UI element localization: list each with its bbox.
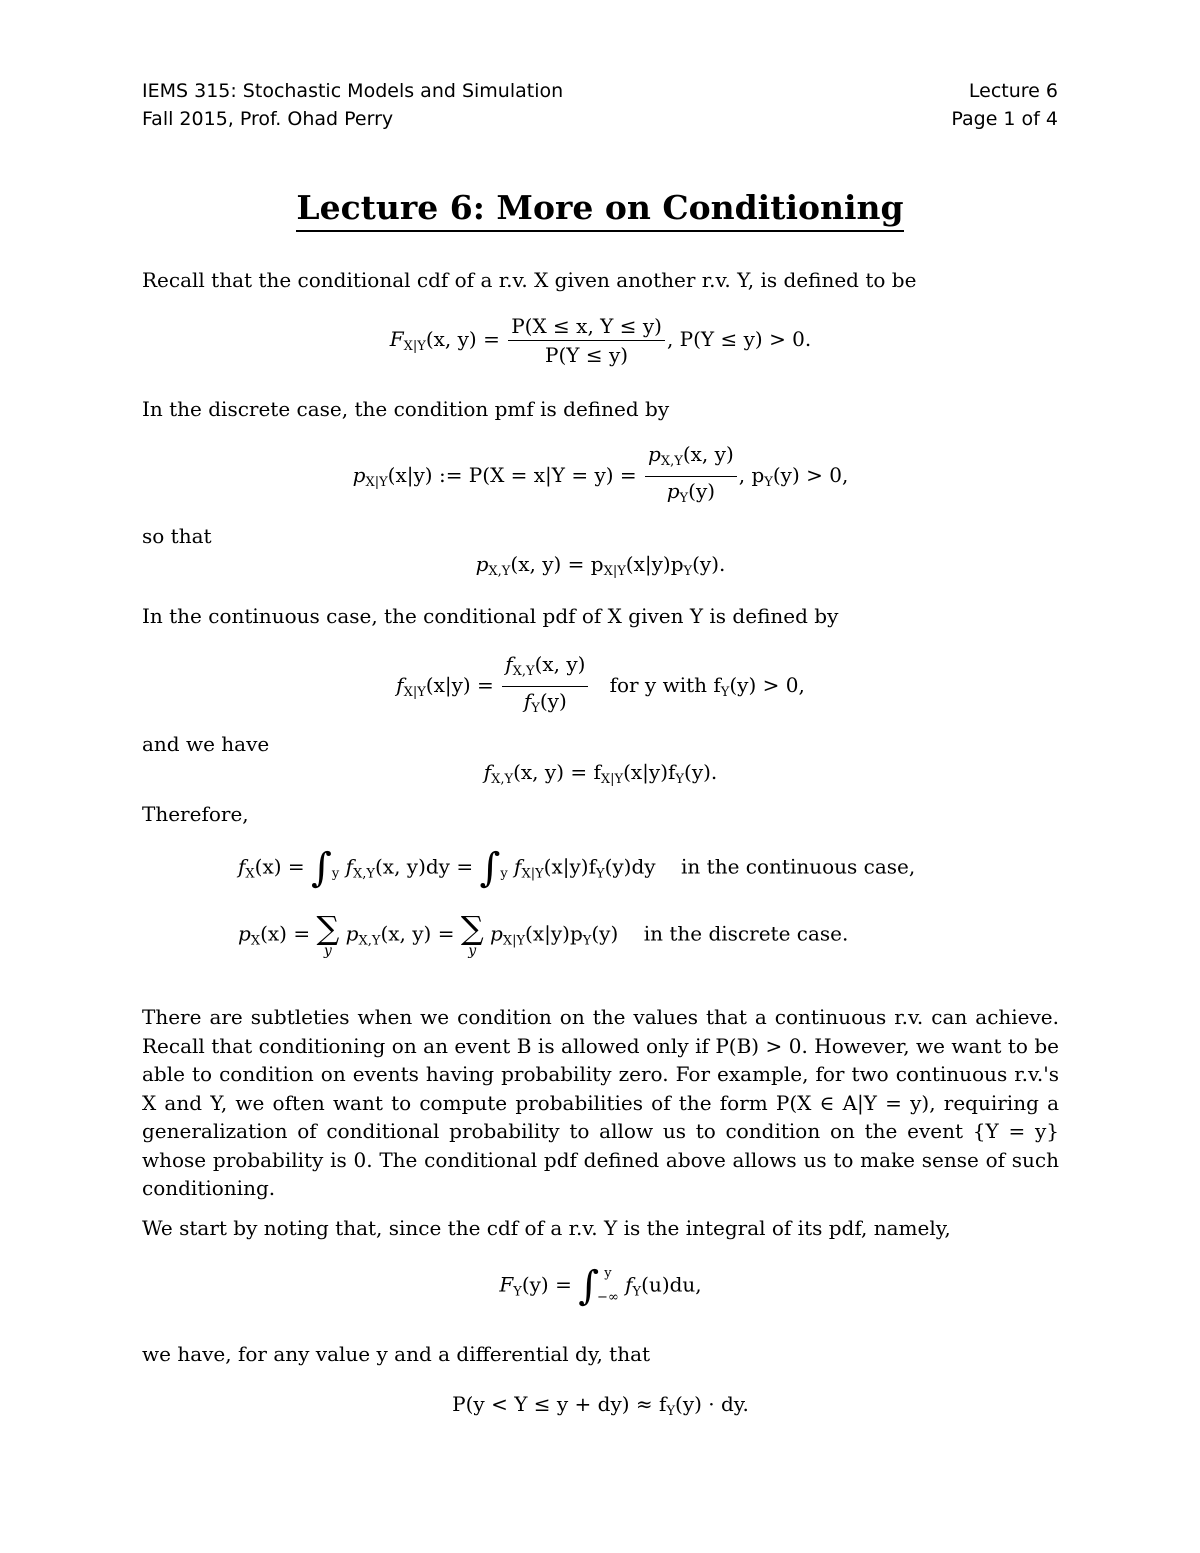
integral-sign: ∫ <box>311 845 332 891</box>
paragraph-we-start: We start by noting that, since the cdf of a r.v. Y is the integral of its pdf, namely, <box>142 1216 951 1240</box>
paragraph-therefore: Therefore, <box>142 802 249 826</box>
course-title: IEMS 315: Stochastic Models and Simulation <box>142 80 564 102</box>
equation-differential-approx: $P(y < Y \le y + dy) \approx f_Y(y)$ · dy. <box>452 1392 749 1419</box>
paragraph-discrete-case: In the discrete case, the condition pmf is defined by <box>142 397 670 421</box>
term-professor: Fall 2015, Prof. Ohad Perry <box>142 108 394 130</box>
summation-sign: ∑ y <box>460 909 484 959</box>
equation-joint-pmf: $p_{X,Y}(x$, $y) = p_{X|Y}(x|y)p_Y(y)$. <box>475 552 726 579</box>
fraction: $\frac{p_{X,Y}(x, y)}{p_Y(y)}$ <box>645 440 737 513</box>
integral-sign: ∫ <box>578 1263 600 1309</box>
equation-conditional-pmf: $p_{X|Y}(x|y)$ := P(X = x|Y = y) = $\frac{p_{X,Y}(x, y)}{p_Y(y)}$ , $p_Y(y) > 0$, <box>142 440 1059 513</box>
paragraph-we-have: we have, for any value y and a differential dy, that <box>142 1342 651 1366</box>
summation-sign: ∑ y <box>316 909 340 959</box>
paragraph-recall-cdf: Recall that the conditional cdf of a r.v. X given another r.v. Y, is defined to be <box>142 268 917 292</box>
fraction: $\frac{P(X \le x, Y \le y)}{P(Y \le y)}$ <box>508 312 665 369</box>
paragraph-subtleties: There are subtleties when we condition on the values that a continuous r.v. can achieve. Recall that conditioning on an event B is allowed only if P(B) > 0. However, we want to be able to condition on events having probability zero. For example, for two continuous r.v.'s X and Y, we often want to compute probabilities of the form P(X ∈ A|Y = y), requiring a generalization of conditional probability to allow us to condition on the event {Y = y} whose probability is 0. The conditional pdf defined above allows us to make sense of such conditioning. <box>142 1005 1059 1200</box>
lecture-title: Lecture 6: More on Conditioning <box>0 188 1200 227</box>
equation-conditional-cdf: $F_{X|Y}(x$, y) = $\frac{P(X \le x, Y \le y)}{P(Y \le y)}$ , P(Y ≤ y) > 0. <box>389 314 812 367</box>
lecture-number: Lecture 6 <box>968 80 1058 102</box>
fraction: $\frac{f_{X,Y}(x, y)}{f_Y(y)}$ <box>502 650 588 723</box>
paragraph-and-we-have: and we have <box>142 732 270 756</box>
equation-cdf-integral: $F_Y(y)$ = ∫ y −∞ $f_Y(u)du$, <box>499 1263 702 1309</box>
integral-sign: ∫ <box>479 845 501 891</box>
equation-marginal-discrete: $p_X(x)$ = ∑ y $p_{X,Y}(x$, y) = ∑ y $p_{X|Y}(x|y)p_Y(y)$ in the discrete case. <box>238 909 849 959</box>
equation-marginal-continuous: $f_X(x) = \int_y$ $f_{X,Y}(x$, $y)dy = \int_y$ $f_{X|Y}(x|y)f_Y(y)dy$ in the continuous case, <box>238 845 916 891</box>
equation-joint-pdf: $f_{X,Y}(x$, $y) = f_{X|Y}(x|y)f_Y(y)$. <box>483 760 718 787</box>
equation-conditional-pdf: $f_{X|Y}(x|y)$ = $\frac{f_{X,Y}(x, y)}{f_Y(y)}$ for y with $f_Y(y) > 0$, <box>142 650 1059 723</box>
paragraph-so-that: so that <box>142 524 212 548</box>
paragraph-continuous-case: In the continuous case, the conditional pdf of X given Y is defined by <box>142 604 839 628</box>
page-number: Page 1 of 4 <box>951 108 1058 130</box>
